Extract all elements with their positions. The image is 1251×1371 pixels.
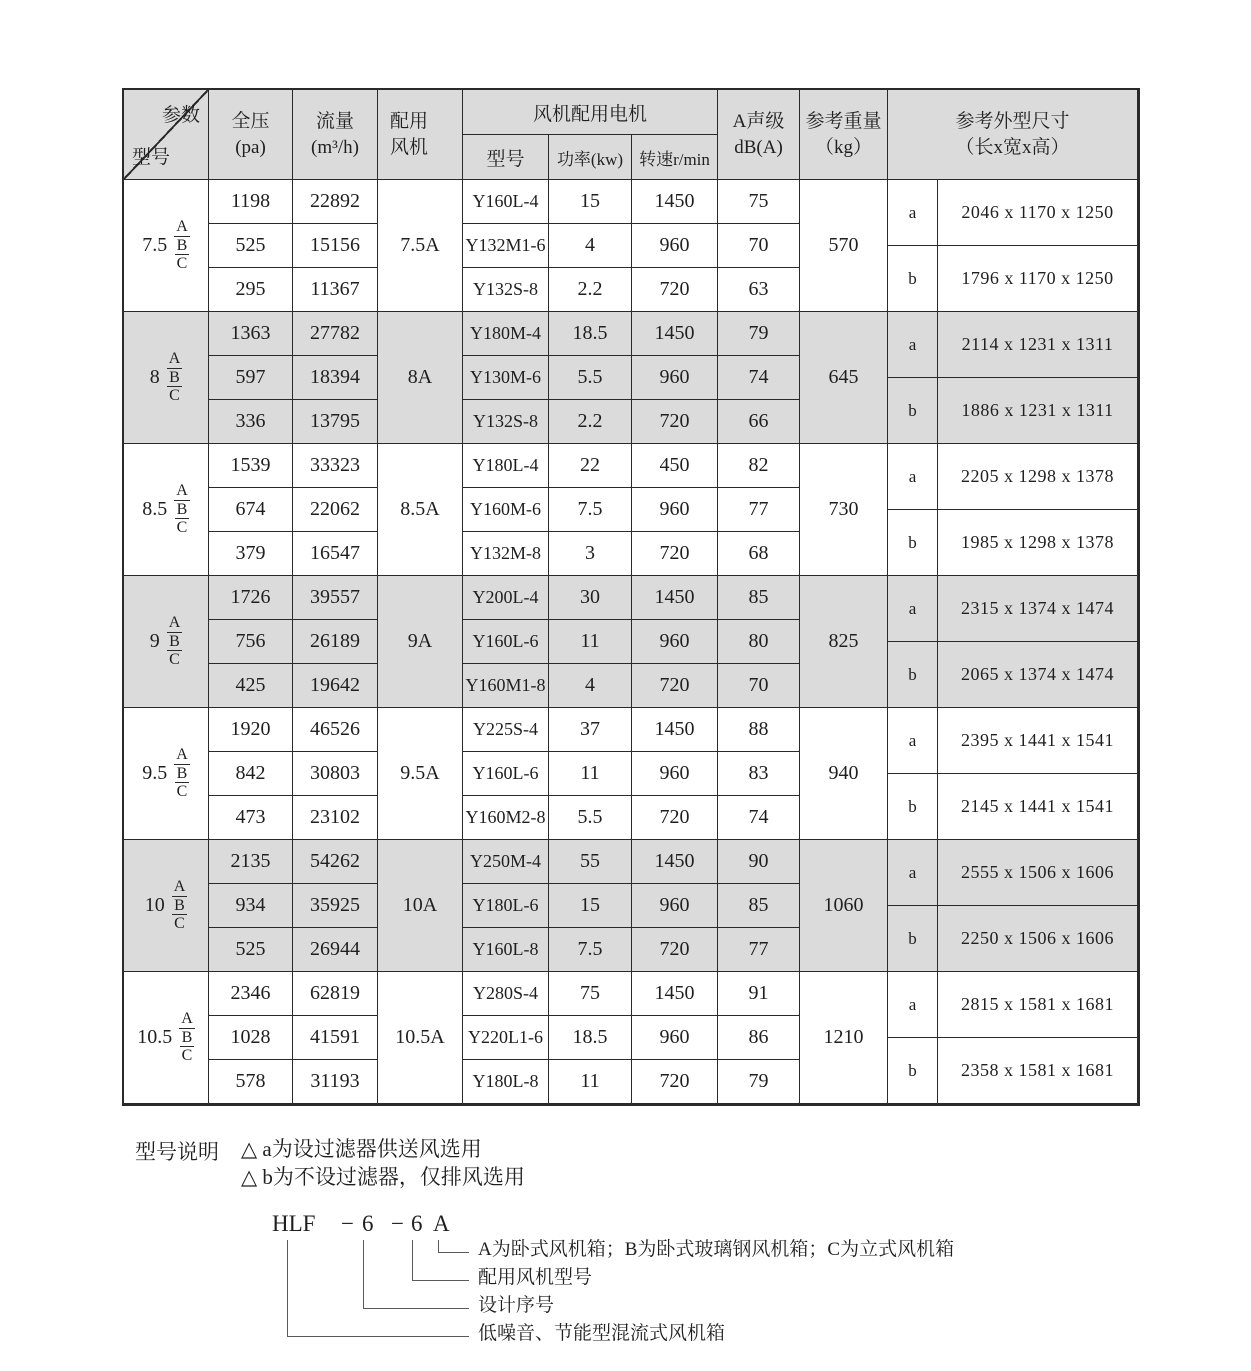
model-number: 10 <box>144 894 165 916</box>
variant-letter: A <box>168 614 181 632</box>
motor-model-cell: Y180L-6 <box>463 884 549 928</box>
connector-line <box>287 1240 469 1337</box>
motor-power-cell: 30 <box>549 576 632 620</box>
noise-cell: 74 <box>718 356 800 400</box>
motor-speed-cell: 960 <box>632 620 718 664</box>
weight-header-line2: （kg） <box>814 136 872 158</box>
total-pressure-cell: 934 <box>209 884 293 928</box>
noise-cell: 86 <box>718 1016 800 1060</box>
dim-size-cell: 2815 x 1581 x 1681 <box>938 972 1138 1038</box>
model-group-cell <box>124 708 209 840</box>
hlf-code-series: HLF <box>272 1211 316 1236</box>
motor-model-cell: Y160L-4 <box>463 180 549 224</box>
motor-power-cell: 22 <box>549 444 632 488</box>
motor-power-cell: 18.5 <box>549 1016 632 1060</box>
dim-variant-cell: a <box>888 312 938 378</box>
variant-letter: A <box>176 482 188 500</box>
total-pressure-cell: 425 <box>209 664 293 708</box>
motor-model-cell: Y132M-8 <box>463 532 549 576</box>
fan-model-cell: 8A <box>378 312 463 444</box>
flow-cell: 26944 <box>293 928 378 972</box>
variant-letter: A <box>176 746 188 764</box>
total-pressure-cell: 295 <box>209 268 293 312</box>
noise-cell: 70 <box>718 224 800 268</box>
corner-bottom-label: 型号 <box>132 147 171 168</box>
noise-cell: 91 <box>718 972 800 1016</box>
motor-model-cell: Y132S-8 <box>463 268 549 312</box>
note-line: △ a为设过滤器供送风选用 <box>241 1137 482 1161</box>
hlf-code-variant: A <box>433 1211 450 1236</box>
dims-header-line1: 参考外型尺寸 <box>955 110 1070 132</box>
dim-variant-cell: b <box>888 378 938 444</box>
dim-size-cell: 2250 x 1506 x 1606 <box>938 906 1138 972</box>
variant-stack <box>174 746 190 801</box>
motor-model-cell: Y280S-4 <box>463 972 549 1016</box>
flow-cell: 22062 <box>293 488 378 532</box>
dim-size-cell: 2555 x 1506 x 1606 <box>938 840 1138 906</box>
flow-cell: 18394 <box>293 356 378 400</box>
motor-model-cell: Y132M1-6 <box>463 224 549 268</box>
variant-letter: C <box>176 519 188 537</box>
flow-cell: 22892 <box>293 180 378 224</box>
dim-variant-cell: a <box>888 972 938 1038</box>
motor-power-cell: 4 <box>549 664 632 708</box>
dim-size-cell: 2395 x 1441 x 1541 <box>938 708 1138 774</box>
noise-cell: 79 <box>718 312 800 356</box>
motor-speed-cell: 720 <box>632 928 718 972</box>
dim-variant-cell: a <box>888 576 938 642</box>
motor-speed-cell: 960 <box>632 224 718 268</box>
motor-speed-cell: 1450 <box>632 972 718 1016</box>
variant-stack <box>167 614 183 669</box>
fan-model-cell: 9A <box>378 576 463 708</box>
fan-model-cell: 8.5A <box>378 444 463 576</box>
flow-cell: 23102 <box>293 796 378 840</box>
flow-header-line1: 流量 <box>315 110 354 132</box>
motor-power-cell: 3 <box>549 532 632 576</box>
motor-power-cell: 15 <box>549 180 632 224</box>
noise-cell: 82 <box>718 444 800 488</box>
flow-cell: 19642 <box>293 664 378 708</box>
diagram-label-design: 设计序号 <box>478 1295 555 1316</box>
weight-header <box>800 90 888 180</box>
pressure-header <box>209 90 293 180</box>
noise-cell: 90 <box>718 840 800 884</box>
noise-cell: 80 <box>718 620 800 664</box>
hlf-code-design: 6 <box>362 1211 374 1236</box>
model-group-cell <box>124 972 209 1104</box>
motor-model-cell: Y160M-6 <box>463 488 549 532</box>
total-pressure-cell: 525 <box>209 928 293 972</box>
motor-model-cell: Y160L-6 <box>463 752 549 796</box>
model-notes <box>135 1136 525 1191</box>
motor-power-cell: 2.2 <box>549 268 632 312</box>
variant-letter: A <box>181 1010 193 1028</box>
total-pressure-cell: 525 <box>209 224 293 268</box>
dim-variant-cell: b <box>888 510 938 576</box>
flow-cell: 54262 <box>293 840 378 884</box>
total-pressure-cell: 1028 <box>209 1016 293 1060</box>
dim-size-cell: 1796 x 1170 x 1250 <box>938 246 1138 312</box>
motor-speed-cell: 1450 <box>632 180 718 224</box>
motor-model-cell: Y180M-4 <box>463 312 549 356</box>
weight-cell: 570 <box>800 180 888 312</box>
flow-cell: 26189 <box>293 620 378 664</box>
weight-cell: 940 <box>800 708 888 840</box>
total-pressure-cell: 336 <box>209 400 293 444</box>
dim-variant-cell: a <box>888 708 938 774</box>
flow-cell: 39557 <box>293 576 378 620</box>
motor-speed-cell: 960 <box>632 1016 718 1060</box>
motor-speed-cell: 1450 <box>632 708 718 752</box>
variant-letter: B <box>176 764 188 782</box>
dim-size-cell: 2358 x 1581 x 1681 <box>938 1038 1138 1104</box>
hlf-code-fan: 6 <box>411 1211 423 1236</box>
motor-speed-cell: 960 <box>632 488 718 532</box>
motor-speed-cell: 720 <box>632 1060 718 1104</box>
noise-cell: 70 <box>718 664 800 708</box>
dim-size-cell: 2046 x 1170 x 1250 <box>938 180 1138 246</box>
motor-power-cell: 7.5 <box>549 928 632 972</box>
motor-speed-cell: 720 <box>632 400 718 444</box>
weight-cell: 1060 <box>800 840 888 972</box>
variant-letter: A <box>176 218 188 236</box>
motor-power-cell: 18.5 <box>549 312 632 356</box>
diagram-label-fan: 配用风机型号 <box>478 1267 593 1288</box>
motor-model-cell: Y160L-6 <box>463 620 549 664</box>
motor-speed-cell: 1450 <box>632 840 718 884</box>
motor-model-cell: Y160L-8 <box>463 928 549 972</box>
fan-header <box>378 90 463 180</box>
total-pressure-cell: 2346 <box>209 972 293 1016</box>
spec-table <box>122 88 1140 1106</box>
total-pressure-cell: 674 <box>209 488 293 532</box>
fan-header-line2: 风机 <box>390 136 429 158</box>
variant-stack <box>167 350 183 405</box>
fan-model-cell: 9.5A <box>378 708 463 840</box>
noise-cell: 77 <box>718 928 800 972</box>
variant-letter: A <box>173 878 186 896</box>
variant-stack <box>179 1010 195 1065</box>
variant-stack <box>174 218 190 273</box>
motor-model-cell: Y132S-8 <box>463 400 549 444</box>
fan-header-line1: 配用 <box>390 110 429 132</box>
motor-power-cell: 7.5 <box>549 488 632 532</box>
noise-cell: 68 <box>718 532 800 576</box>
dim-variant-cell: b <box>888 906 938 972</box>
dim-size-cell: 2205 x 1298 x 1378 <box>938 444 1138 510</box>
flow-cell: 41591 <box>293 1016 378 1060</box>
weight-cell: 1210 <box>800 972 888 1104</box>
motor-model-cell: Y180L-4 <box>463 444 549 488</box>
variant-stack <box>174 482 190 537</box>
noise-cell: 79 <box>718 1060 800 1104</box>
dim-size-cell: 1886 x 1231 x 1311 <box>938 378 1138 444</box>
total-pressure-cell: 1198 <box>209 180 293 224</box>
model-group-cell <box>124 312 209 444</box>
variant-letter: B <box>181 1028 193 1046</box>
motor-speed-header: 转速r/min <box>632 135 718 180</box>
model-number: 10.5 <box>137 1026 173 1048</box>
motor-speed-cell: 720 <box>632 268 718 312</box>
variant-letter: B <box>174 896 185 914</box>
variant-letter: C <box>176 783 188 801</box>
variant-letter: B <box>169 632 180 650</box>
dim-size-cell: 2065 x 1374 x 1474 <box>938 642 1138 708</box>
motor-model-cell: Y160M1-8 <box>463 664 549 708</box>
model-number: 9.5 <box>142 762 168 784</box>
model-group-cell <box>124 444 209 576</box>
noise-cell: 85 <box>718 884 800 928</box>
model-group-cell <box>124 840 209 972</box>
flow-cell: 33323 <box>293 444 378 488</box>
motor-speed-cell: 450 <box>632 444 718 488</box>
total-pressure-cell: 578 <box>209 1060 293 1104</box>
flow-cell: 30803 <box>293 752 378 796</box>
motor-model-cell: Y220L1-6 <box>463 1016 549 1060</box>
motor-model-cell: Y160M2-8 <box>463 796 549 840</box>
corner-header-cell <box>124 90 209 180</box>
motor-model-cell: Y225S-4 <box>463 708 549 752</box>
dim-variant-cell: a <box>888 444 938 510</box>
noise-cell: 83 <box>718 752 800 796</box>
dims-header <box>888 90 1138 180</box>
motor-speed-cell: 1450 <box>632 576 718 620</box>
noise-cell: 88 <box>718 708 800 752</box>
variant-letter: C <box>169 387 180 405</box>
total-pressure-cell: 1726 <box>209 576 293 620</box>
fan-model-cell: 10A <box>378 840 463 972</box>
flow-cell: 46526 <box>293 708 378 752</box>
model-group-cell <box>124 180 209 312</box>
dim-size-cell: 2114 x 1231 x 1311 <box>938 312 1138 378</box>
hlf-code-dash: − <box>341 1211 354 1236</box>
motor-power-cell: 75 <box>549 972 632 1016</box>
dim-variant-cell: a <box>888 180 938 246</box>
dim-size-cell: 2145 x 1441 x 1541 <box>938 774 1138 840</box>
hlf-code-dash: − <box>391 1211 404 1236</box>
motor-power-cell: 5.5 <box>549 356 632 400</box>
variant-letter: C <box>174 915 185 933</box>
noise-cell: 77 <box>718 488 800 532</box>
flow-header-line2: (m³/h) <box>311 136 359 158</box>
motor-model-header: 型号 <box>463 135 549 180</box>
model-group-cell <box>124 576 209 708</box>
motor-speed-cell: 1450 <box>632 312 718 356</box>
motor-speed-cell: 960 <box>632 884 718 928</box>
motor-model-cell: Y180L-8 <box>463 1060 549 1104</box>
variant-letter: C <box>181 1047 193 1065</box>
dim-size-cell: 2315 x 1374 x 1474 <box>938 576 1138 642</box>
dim-variant-cell: b <box>888 1038 938 1104</box>
dim-variant-cell: a <box>888 840 938 906</box>
motor-speed-cell: 720 <box>632 532 718 576</box>
noise-header-line2: dB(A) <box>734 136 783 158</box>
noise-cell: 74 <box>718 796 800 840</box>
note-line: △ b为不设过滤器，仅排风选用 <box>241 1164 525 1189</box>
corner-top-label: 参数 <box>161 105 200 126</box>
pressure-header-line1: 全压 <box>231 110 270 132</box>
total-pressure-cell: 1920 <box>209 708 293 752</box>
flow-cell: 31193 <box>293 1060 378 1104</box>
dim-variant-cell: b <box>888 246 938 312</box>
notes-lines <box>241 1136 525 1191</box>
total-pressure-cell: 1363 <box>209 312 293 356</box>
motor-speed-cell: 960 <box>632 356 718 400</box>
motor-speed-cell: 720 <box>632 664 718 708</box>
model-number: 8 <box>149 366 160 388</box>
motor-power-cell: 11 <box>549 1060 632 1104</box>
motor-speed-cell: 960 <box>632 752 718 796</box>
weight-header-line1: 参考重量 <box>805 110 882 132</box>
total-pressure-cell: 842 <box>209 752 293 796</box>
noise-header <box>718 90 800 180</box>
motor-power-cell: 2.2 <box>549 400 632 444</box>
model-number: 8.5 <box>142 498 168 520</box>
flow-cell: 15156 <box>293 224 378 268</box>
dims-header-line2: （长x宽x高） <box>955 136 1070 158</box>
flow-cell: 35925 <box>293 884 378 928</box>
motor-model-cell: Y250M-4 <box>463 840 549 884</box>
pressure-header-line2: (pa) <box>235 136 266 158</box>
total-pressure-cell: 597 <box>209 356 293 400</box>
flow-cell: 62819 <box>293 972 378 1016</box>
weight-cell: 825 <box>800 576 888 708</box>
noise-cell: 85 <box>718 576 800 620</box>
noise-cell: 63 <box>718 268 800 312</box>
motor-power-cell: 5.5 <box>549 796 632 840</box>
motor-power-cell: 11 <box>549 620 632 664</box>
motor-power-cell: 15 <box>549 884 632 928</box>
noise-cell: 75 <box>718 180 800 224</box>
variant-letter: B <box>169 368 180 386</box>
variant-letter: C <box>169 651 180 669</box>
flow-header <box>293 90 378 180</box>
motor-power-header: 功率(kw) <box>549 135 632 180</box>
motor-group-header: 风机配用电机 <box>463 90 718 135</box>
dim-variant-cell: b <box>888 774 938 840</box>
flow-cell: 13795 <box>293 400 378 444</box>
motor-speed-cell: 720 <box>632 796 718 840</box>
fan-model-cell: 7.5A <box>378 180 463 312</box>
motor-model-cell: Y200L-4 <box>463 576 549 620</box>
motor-power-cell: 55 <box>549 840 632 884</box>
total-pressure-cell: 379 <box>209 532 293 576</box>
model-number: 7.5 <box>142 234 168 256</box>
notes-title: 型号说明 <box>135 1140 219 1164</box>
motor-power-cell: 11 <box>549 752 632 796</box>
flow-cell: 16547 <box>293 532 378 576</box>
diagram-label-series: 低噪音、节能型混流式风机箱 <box>478 1323 726 1344</box>
fan-model-cell: 10.5A <box>378 972 463 1104</box>
motor-power-cell: 4 <box>549 224 632 268</box>
variant-letter: C <box>176 255 188 273</box>
noise-header-line1: A声级 <box>732 110 785 132</box>
variant-letter: B <box>176 236 188 254</box>
dim-size-cell: 1985 x 1298 x 1378 <box>938 510 1138 576</box>
diagram-label-variant: A为卧式风机箱；B为卧式玻璃钢风机箱；C为立式风机箱 <box>478 1239 955 1260</box>
flow-cell: 11367 <box>293 268 378 312</box>
total-pressure-cell: 2135 <box>209 840 293 884</box>
total-pressure-cell: 473 <box>209 796 293 840</box>
motor-model-cell: Y130M-6 <box>463 356 549 400</box>
weight-cell: 730 <box>800 444 888 576</box>
total-pressure-cell: 756 <box>209 620 293 664</box>
motor-power-cell: 37 <box>549 708 632 752</box>
variant-letter: A <box>168 350 181 368</box>
weight-cell: 645 <box>800 312 888 444</box>
model-number: 9 <box>149 630 160 652</box>
total-pressure-cell: 1539 <box>209 444 293 488</box>
noise-cell: 66 <box>718 400 800 444</box>
flow-cell: 27782 <box>293 312 378 356</box>
variant-stack <box>172 878 188 933</box>
dim-variant-cell: b <box>888 642 938 708</box>
variant-letter: B <box>176 500 188 518</box>
